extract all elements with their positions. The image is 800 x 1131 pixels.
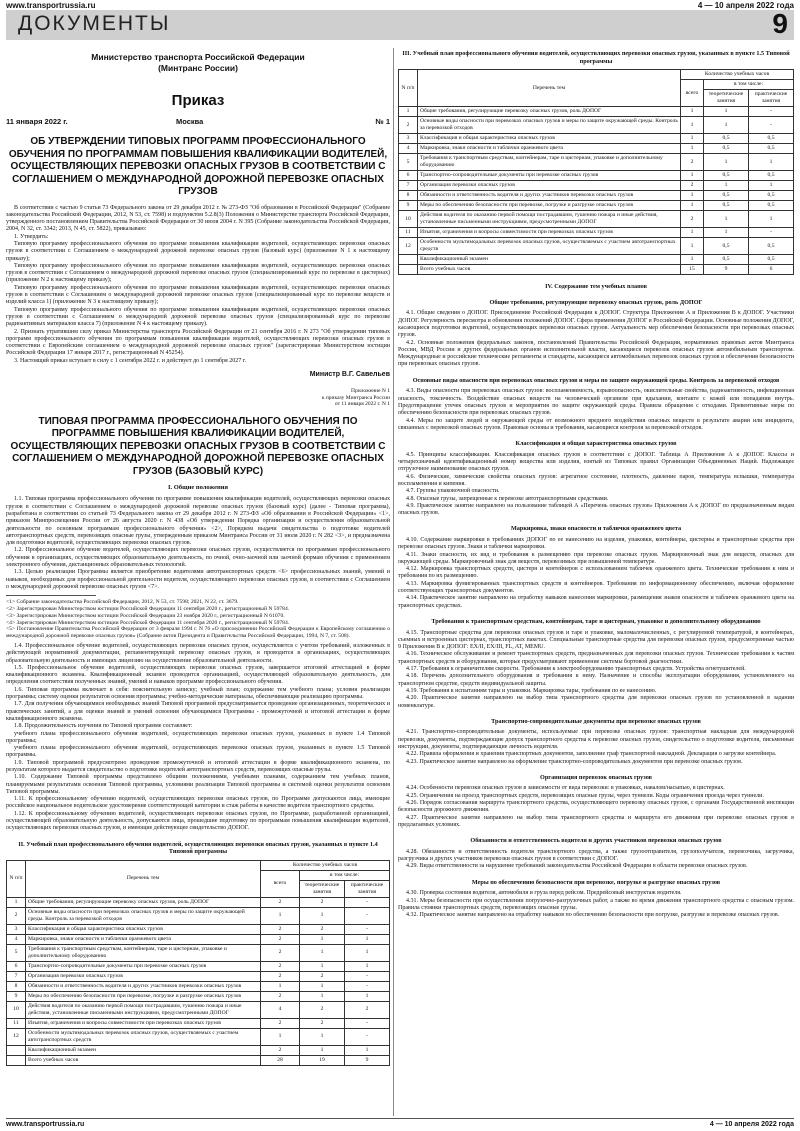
topic-paragraph: 4.2. Основные положения федеральных законов, постановлений Правительства Российской Федерации, нормативных правовых актов Минтранса России, МВД России и других федеральных органов исполнительной власти, касающиеся перевозок опасных грузов автомобильным транспортом. Международные и российские технические регламенты и стандарты, касающиеся автомобильных перевозок опасных грузов и обеспечения безопасности при перевозках опасных грузов. [398,339,794,368]
table-cell: 2 [261,971,300,981]
topic-paragraph: 4.9. Практическое занятие направлено на пользование таблицей А «Перечень опасных грузов» Приложения А к ДОПОГ по предназначенным видам опасных грузов. [398,502,794,517]
program-paragraph: 1.1. Типовая программа профессионального обучения по программе повышения квалификации водителей, осуществляющих перевозки опасных грузов в соответствии с Соглашением о международной дорожной перевозке опасных грузов (базовый курс) (далее - Типовая программа), разработана в соответствии со статьей 73 Федерального закона от 29 декабря 2012 г. N 273-ФЗ «Об образовании в Российской Федерации» <1>, приказом Минпросвещения России от 26 августа 2020 г. N 438 «Об утверждении Порядка организации и осуществления образовательной деятельности по основным программам профессионального обучения» <2>, Порядком выдачи свидетельства о подготовке водителей автотранспортных средств, перевозящих опасные грузы, утвержденным приказом Минтранса России от 31 июля 2020 г. N 282 <3>, и предназначена для подготовки водителей, осуществляющих перевозки опасных грузов. [6,496,390,547]
site-url[interactable]: www.transportrussia.ru [6,1,96,10]
table-cell: 2 [300,1018,345,1028]
table-cell: 10 [7,1001,26,1018]
table-cell: 1 [345,961,390,971]
table-cell: 0,5 [704,201,749,211]
topic-paragraph: 4.30. Проверка состояния водителя, автомобиля и груза перед рейсом. Предрейсовый инструктаж водителя. [406,890,682,897]
table-cell: Основные виды опасности при перевозках опасных грузов и меры по защите окружающей среды. Контроль за перевозкой отходов [418,117,681,134]
topic-paragraph: 4.29. Виды ответственности за нарушение требований законодательства Российской Федерации в области перевозки опасных грузов. [406,863,748,870]
table-cell: Организация перевозки опасных грузов [26,971,261,981]
order-body [6,205,390,366]
order-paragraph: 2. Признать утратившим силу приказ Министерства транспорта Российской Федерации от 21 сентября 2016 г. N 273 "Об утверждении типовых программ профессионального обучения по программам повышения квалификации водителей, осуществляющих перевозки опасных грузов в соответствии с Европейским соглашением о международной дорожной перевозке опасных грузов" (зарегистрирован Министерством юстиции Российской Федерации 17 января 2017 г., регистрационный N 45254). [6,328,390,357]
order-date: 11 января 2022 г. [6,117,68,126]
table-row [7,1018,390,1028]
table-cell: 2 [7,907,26,924]
table-cell: Маркировка, знаки опасности и таблички оранжевого цвета [418,144,681,154]
table-cell: Транспортно-сопроводительные документы при перевозке опасных грузов [26,961,261,971]
table-cell: 1 [300,981,345,991]
table-cell: 1 [300,991,345,1001]
table-cell: Меры по обеспечению безопасности при перевозке, погрузке и разгрузке опасных грузов [26,991,261,1001]
col-topic-header: Перечень тем [418,70,681,107]
table-cell: 6 [7,961,26,971]
topic-heading: Обязанности и ответственность водителя и других участников перевозки опасных грузов [470,837,722,845]
table-cell: - [345,971,390,981]
table-cell: 1 [704,228,749,238]
table-cell: 0,5 [704,255,749,265]
order-paragraph: 3. Настоящий приказ вступает в силу с 1 сентября 2022 г. и действует до 1 сентября 2027 г. [14,357,247,364]
left-column [6,48,390,1116]
footnote: <3> Зарегистрирован Министерством юстиции Российской Федерации 23 ноября 2020 г., регистрационный N 61070. [6,612,285,619]
table-row [399,117,794,134]
table-cell: 7 [399,181,418,191]
table-cell: - [345,897,390,907]
table-cell: 0,5 [704,238,749,255]
program-paragraph: 1.10. Содержание Типовой программы представлено общими положениями, учебными планами, содержанием тем учебных планов, планируемыми результатами освоения Типовой программы, условиями реализации Типовой программы и системой оценки результатов освоения Типовой программы. [6,774,390,795]
table-row [7,1028,390,1045]
program-paragraph: учебного плана профессионального обучения водителей, осуществляющих перевозки опасных грузов, указанных в пункте 1.4 Типовой программы; [6,730,390,744]
topic-paragraph: 4.32. Практическое занятие направлено на отработку навыков по обеспечению безопасности при погрузке, разгрузке и перевозке опасных грузов. [406,912,780,919]
table-cell: 2 [261,897,300,907]
order-city: Москва [176,117,204,126]
topic-paragraph: 4.18. Перечень дополнительного оборудования и требования к нему. Назначение и способы эксплуатации оборудования, установленного на транспортном средстве, средств индивидуальной защиты. [398,673,794,687]
table-cell: 0,5 [749,255,794,265]
footnote: <1> Собрание законодательства Российской Федерации, 2012, N 53, ст. 7598; 2021, N 22, ст. 3679. [6,599,239,606]
table-header-row [399,70,794,80]
table-cell: 8 [7,981,26,991]
minister-signature: Министр В.Г. Савельев [309,371,390,379]
table-cell: 11 [7,1018,26,1028]
table-cell: 2 [261,991,300,1001]
table-cell: - [345,907,390,924]
table-cell: Изъятия, ограничения и вопросы совместимости при перевозках опасных грузов [26,1018,261,1028]
table-cell: - [749,107,794,117]
topic-paragraph: 4.10. Содержание маркировки в требованиях ДОПОГ по ее нанесению на изделия, упаковки, контейнеры, цистерны и транспортные средства при перевозке опасных грузов. Знаки и таблички маркировки. [398,536,794,551]
table-cell: Организация перевозки опасных грузов [418,181,681,191]
table-cell: - [749,228,794,238]
table-cell: - [345,1028,390,1045]
topic-heading: Маркировка, знаки опасности и таблички оранжевого цвета [510,525,682,533]
program-paragraph: учебного плана профессионального обучения водителей, осуществляющих перевозки опасных грузов, указанных в пункте 1.5 Типовой программы. [6,745,390,759]
table-row [399,191,794,201]
table-cell: 2 [261,961,300,971]
table-cell: 6 [399,171,418,181]
topic-heading: Организация перевозок опасных грузов [540,773,652,781]
table-row [399,265,794,275]
table-cell: 1 [681,144,704,154]
table-row [399,181,794,191]
table-cell: 9 [7,991,26,1001]
table-cell: 2 [681,181,704,191]
table-cell: 1 [704,181,749,191]
table-cell: 9 [704,265,749,275]
table-row [7,934,390,944]
table-row [7,1055,390,1065]
table-cell: Всего учебных часов [418,265,681,275]
table-row [7,991,390,1001]
table-cell: - [345,924,390,934]
table-row [7,961,390,971]
table-cell: 1 [681,228,704,238]
col-inthat-header: в том числе: [300,870,390,880]
table-cell: 12 [399,238,418,255]
table-cell: 1 [681,171,704,181]
col-practice-header: практические занятия [345,880,390,897]
order-title: ОБ УТВЕРЖДЕНИИ ТИПОВЫХ ПРОГРАММ ПРОФЕССИОНАЛЬНОГО ОБУЧЕНИЯ ПО ПРОГРАММАМ ПОВЫШЕНИЯ КВАЛИФИКАЦИИ ВОДИТЕЛЕЙ, ОСУЩЕСТВЛЯЮЩИХ ПЕРЕВОЗКИ ОПАСНЫХ ГРУЗОВ В СООТВЕТСТВИИ С СОГЛАШЕНИЕМ О МЕЖДУНАРОДНОЙ ДОРОЖНОЙ ПЕРЕВОЗКЕ ОПАСНЫХ ГРУЗОВ [8,136,388,197]
table-row [399,228,794,238]
table-cell: Всего учебных часов [26,1055,261,1065]
col-theory-header: теоретические занятия [300,880,345,897]
topic-heading: Классификация и общая характеристика опасных грузов [515,440,677,448]
topic-paragraph: 4.23. Практическое занятие направлено на оформление транспортно-сопроводительных документов при перевозке опасных грузов. [406,758,743,765]
appendix-line: от 11 января 2022 г. N 1 [334,401,390,408]
table-cell: 12 [7,1028,26,1045]
appendix-line: Приложение N 1 [351,388,390,395]
table-cell [399,265,418,275]
curriculum-table-basic [6,860,390,1066]
program-paragraph: 1.8. Продолжительность изучения по Типовой программе составляет: [14,723,193,730]
table-cell: 1 [399,107,418,117]
table-cell: 2 [300,971,345,981]
table-cell: Особенности мультимодальных перевозок опасных грузов, осуществляемых с участием автотранспортных средств [418,238,681,255]
table-header-row [7,860,390,870]
ministry-line: (Минтранс России) [158,63,238,73]
table-cell: 0,5 [749,134,794,144]
table-cell: 2 [681,154,704,171]
topic-paragraph: 4.31. Меры безопасности при осуществлении погрузочно-разгрузочных работ, а также во время движения транспортного средства с опасным грузом. Правила стоянки транспортных средств, перевозящих опасные грузы. [398,897,794,911]
program-title: ТИПОВАЯ ПРОГРАММА ПРОФЕССИОНАЛЬНОГО ОБУЧЕНИЯ ПО ПРОГРАММЕ ПОВЫШЕНИЯ КВАЛИФИКАЦИИ ВОДИТЕЛЕЙ, ОСУЩЕСТВЛЯЮЩИХ ПЕРЕВОЗКИ ОПАСНЫХ ГРУЗОВ В СООТВЕТСТВИИ С СОГЛАШЕНИЕМ О МЕЖДУНАРОДНОЙ ДОРОЖНОЙ ПЕРЕВОЗКЕ ОПАСНЫХ ГРУЗОВ (БАЗОВЫЙ КУРС) [10,415,386,477]
col-theory-header: теоретические занятия [704,90,749,107]
topic-paragraph: 4.25. Ограничения на проезд транспортных средств, перевозящих опасные грузы, через туннели. Коды ограничения проезда через туннели. [406,792,764,799]
table-cell: 3 [7,924,26,934]
table-cell: 0,5 [704,134,749,144]
footer-site[interactable]: www.transportrussia.ru [6,1121,85,1128]
table-cell: Изъятия, ограничения и вопросы совместимости при перевозках опасных грузов [418,228,681,238]
topic-paragraph: 4.19. Требования к испытаниям тары и упаковки. Маркировка тары, требования по ее нанесению. [406,687,657,694]
page-number: 9 [772,8,788,39]
column-divider [393,48,394,1116]
table-cell: 1 [681,107,704,117]
topic-paragraph: 4.28. Обязанности и ответственность водителя транспортного средства, а также грузоотправителя, грузополучателя, перевозчика, загрузчика, разгрузчика и других участников перевозки опасных грузов в соответствии с ДОПОГ. [398,848,794,863]
footnote: <4> Зарегистрирован Министерством юстиции Российской Федерации 11 сентября 2020 г., регистрационный N 59784. [6,619,290,626]
topic-heading: Общие требования, регулирующие перевозку опасных грузов, роль ДОПОГ [489,298,703,306]
table-cell: 1 [749,181,794,191]
topic-paragraph: 4.1. Общие сведения о ДОПОГ. Присоединение Российской Федерации к ДОПОГ. Структура Приложения А и Приложения В к ДОПОГ. Участники ДОПОГ. Регулярность пересмотра и обновления положений ДОПОГ. Сфера применения ДОПОГ в Российской Федерации. Основные положения ДОПОГ, касающиеся подготовки водителей, осуществляющих перевозки опасных грузов. Актуальность мер обеспечения безопасности при перевозках опасных грузов. [398,310,794,339]
table-row [7,944,390,961]
table-cell: 1 [300,1028,345,1045]
table-cell: Основные виды опасности при перевозках опасных грузов и меры по защите окружающей среды. Контроль за перевозкой отходов [26,907,261,924]
curriculum-table-short [398,69,794,275]
table-cell: 2 [261,934,300,944]
table-cell: Классификация и общая характеристика опасных грузов [418,134,681,144]
table-cell: 1 [7,897,26,907]
table-cell: 1 [704,211,749,228]
program-paragraph: 1.4. Профессиональное обучение водителей, осуществляющих перевозки опасных грузов, осуществляется с учетом требований, изложенных в действующей нормативной документации, регламентирующей перевозку опасных грузов, и проводится в организациях, осуществляющих образовательную деятельность и имеющих лицензию на осуществление образовательной деятельности. [6,642,390,664]
table-cell: Обязанности и ответственность водителя и других участников перевозки опасных грузов [26,981,261,991]
table-cell: 1 [300,944,345,961]
table-cell: 1 [704,117,749,134]
table-cell [7,1055,26,1065]
table-cell: 2 [300,1001,345,1018]
table-cell: 4 [7,934,26,944]
table-cell: 8 [399,191,418,201]
table-cell: 5 [7,944,26,961]
table-cell: 1 [345,944,390,961]
program-paragraph: 1.2. Профессиональное обучение водителей, осуществляющих перевозки опасных грузов, осуществляется по программам профессионального обучения в организациях, осуществляющих образовательную деятельность, по очной, очно-заочной или заочной формам обучения с применением электронного обучения, дистанционных образовательных технологий. [6,547,390,568]
table-cell: 2 [261,944,300,961]
topic-contents [398,299,794,920]
table-cell: Классификация и общая характеристика опасных грузов [26,924,261,934]
col-hours-header: Количество учебных часов [681,70,794,80]
program-paragraph: 1.3. Целью реализации Программы является приобретение водителями автотранспортных средств <6> профессиональных знаний, умений и навыков, необходимых для профессиональной деятельности водителя, осуществляющего перевозки опасных грузов, в соответствии с Соглашением о международной дорожной перевозке опасных грузов <7>. [6,569,390,590]
table-cell: 0,5 [749,191,794,201]
table-cell: Требования к транспортным средствам, контейнерам, таре и цистернам, упаковке и дополнительному оборудованию [26,944,261,961]
topic-paragraph: 4.13. Маркировка фумигированных транспортных средств и контейнеров. Требования по информационному обеспечению, включая оформление соответствующих транспортных документов. [398,580,794,595]
topic-paragraph: 4.22. Правила оформления и хранения транспортных документов, заполнение граф транспортной накладной. Декларация о загрузке контейнера. [406,751,777,758]
table-cell: Квалификационный экзамен [26,1045,261,1055]
table-cell: Действия водителя по оказанию первой помощи пострадавшим, тушению пожара и иные действия, установленные письменными инструкциями, предусмотренными ДОПОГ [418,211,681,228]
col-inthat-header: в том числе: [704,80,794,90]
topic-paragraph: 4.8. Опасные грузы, запрещенные к перевозке автотранспортными средствами. [406,495,609,502]
program-paragraph: 1.7. Для получения обучающимися необходимых знаний Типовой программой предусматривается проведение организационных, теоретических и практических занятий, а для оценки знаний и умений освоения обучающимися Программы - промежуточной и итоговой аттестации в форме квалификационного экзамена. [6,701,390,722]
table-cell: 2 [261,924,300,934]
topic-paragraph: 4.4. Меры по защите людей и окружающей среды от возможного вредного воздействия опасных веществ в результате аварии или инцидента, связанных с перевозкой опасных грузов. Правовые основы и требования, касающиеся контроля за перевозкой отходов. [398,417,794,431]
section1-continued [6,643,390,833]
table-cell: Квалификационный экзамен [418,255,681,265]
table-row [399,134,794,144]
footnote-divider [6,595,96,596]
table-row [399,144,794,154]
table-row [7,1001,390,1018]
table-cell: 1 [749,211,794,228]
order-paragraph: Типовую программу профессионального обучения по программе повышения квалификации водителей, осуществляющих перевозки опасных грузов в соответствии с Соглашением о международной дорожной перевозке опасных грузов (специализированный курс по перевозке радиоактивных материалов класса 7) (приложение N 4 к настоящему приказу). [6,306,390,328]
topic-paragraph: 4.12. Маркировка транспортных средств, цистерн и контейнеров с использованием табличек оранжевого цвета. Технические требования к ним и требования по их размещению. [398,566,794,580]
program-paragraph: 1.11. К профессиональному обучению водителей, осуществляющих перевозки опасных грузов, по Программе допускаются лица, имеющие российское национальное водительское удостоверение соответствующей категории и стаж работы в качестве водителя транспортного средства. [6,796,390,810]
table-row [7,981,390,991]
table-cell: 1 [345,991,390,1001]
table-cell: Меры по обеспечению безопасности при перевозке, погрузке и разгрузке опасных грузов [418,201,681,211]
table-cell: 19 [300,1055,345,1065]
section1-body [6,496,390,591]
table-cell: Общие требования, регулирующие перевозку опасных грузов, роль ДОПОГ [26,897,261,907]
table-cell: 9 [399,201,418,211]
order-number: № 1 [375,117,390,126]
table-cell: 1 [704,107,749,117]
table-cell: - [345,1018,390,1028]
order-paragraph: 1. Утвердить: [14,233,49,240]
table-row [7,907,390,924]
table-cell: Маркировка, знаки опасности и таблички оранжевого цвета [26,934,261,944]
table-cell: 2 [261,1018,300,1028]
table3-title: III. Учебный план профессионального обучения водителей, осуществляющих перевозки опасных грузов, указанных в пункте 1.5 Типовой программы [402,50,790,65]
table-cell: 1 [300,934,345,944]
footnote: <2> Зарегистрирован Министерством юстиции Российской Федерации 11 сентября 2020 г., регистрационный N 59784. [6,605,290,612]
topic-paragraph: 4.7. Группы упаковочной опасности. [406,488,500,495]
table-cell: 2 [399,117,418,134]
topic-paragraph: 4.26. Порядок согласования маршрута транспортного средства, осуществляющего перевозку опасных грузов, с органами Государственной инспекции безопасности дорожного движения. [398,800,794,814]
table-cell: 1 [300,907,345,924]
table-cell: 0,5 [749,238,794,255]
table-cell: 9 [345,1055,390,1065]
footnotes [6,599,390,640]
table-cell: 2 [345,1001,390,1018]
col-num-header: N п/п [399,70,418,107]
section-title: ДОКУМЕНТЫ [18,12,171,35]
table-cell: 7 [7,971,26,981]
footer-rule [6,1118,794,1119]
table-row [399,107,794,117]
topic-paragraph: 4.20. Практическое занятие направлено на выбор типа транспортного средства для перевозки опасных грузов по установленной в задании номенклатуре. [398,695,794,709]
table-cell: 1 [681,117,704,134]
program-paragraph: 1.5. Профессиональное обучение водителей, осуществляющих перевозки опасных грузов, завершается итоговой аттестацией в форме квалификационного экзамена. Квалификационный экзамен проводится организацией, осуществляющей образовательную деятельность, для определения соответствия полученных знаний, умений и навыков программе профессионального обучения. [6,664,390,686]
table-row [7,971,390,981]
table-row [399,211,794,228]
table-cell: Транспортно-сопроводительные документы при перевозке опасных грузов [418,171,681,181]
table-row [399,255,794,265]
topic-paragraph: 4.15. Транспортные средства для перевозки опасных грузов и таре и упаковке, маломалочисленных, с регулируемой температурой, в контейнерах, съемных и встроенных цистернах, транспортных пакетах. Специальные транспортные средства для перевозки опасных грузов, предусмотренные частью 9 Приложения В к ДОПОГ: EX/II, EX/III, FL, AT, MEMU. [398,629,794,651]
table-cell: 15 [681,265,704,275]
program-paragraph: 1.9. Типовой программой предусмотрено проведение промежуточной и итоговой аттестации в форме квалификационного экзамена, по результатам которого выдается свидетельство о подготовке водителей автотранспортных средств, перевозящих опасные грузы. [6,759,390,773]
table-cell: 1 [261,981,300,991]
table-cell: 2 [300,897,345,907]
topic-paragraph: 4.14. Практическое занятие направлено на отработку навыков нанесения маркировки, размещения знаков опасности и табличек оранжевого цвета на транспортных средствах. [398,595,794,609]
table-cell: 1 [261,907,300,924]
topic-paragraph: 4.21. Транспортно-сопроводительные документы, используемые при перевозке опасных грузов: транспортная накладная для международной перевозки, документы, подтверждающие допуск транспортного средства к перевозке опасных грузов, свидетельство о подготовке водителя, письменные инструкции, документы, подтверждающие личность водителя. [398,729,794,750]
order-word: Приказ [171,92,225,109]
table-cell: 1 [345,1045,390,1055]
table-cell: 1 [261,1028,300,1045]
table2-title: II. Учебный план профессионального обучения водителей, осуществляющих перевозки опасных грузов, указанных в пункте 1.4 Типовой программы [18,840,378,856]
topic-paragraph: 4.27. Практическое занятие направлено на выбор типа транспортного средства и маршрута его движения при перевозке опасных грузов в предлагаемых условиях. [398,814,794,828]
table-cell [7,1045,26,1055]
table-cell: 1 [704,154,749,171]
table-cell: 0,5 [749,144,794,154]
table-cell: 2 [300,924,345,934]
table-cell: 0,5 [704,171,749,181]
table-cell: 11 [399,228,418,238]
section1-title: I. Общие положения [168,484,228,492]
table-cell: Общие требования, регулирующие перевозку опасных грузов, роль ДОПОГ [418,107,681,117]
order-paragraph: В соответствии с частью 9 статьи 73 Федерального закона от 29 декабря 2012 г. № 273-ФЗ "Об образовании в Российской Федерации" (Собрание законодательства Российской Федерации, 2012, N 53, ст. 7598) и подпунктом 5.2.8(3) Положения о Министерстве транспорта Российской Федерации, утвержденного постановлением Правительства Российской Федерации от 30 июля 2004 г. N 395 (Собрание законодательства Российской Федерации, 2004, N 32, ст. 3342; 2013, N 45, ст. 5822), приказываю: [6,204,390,233]
table-cell: 1 [681,134,704,144]
table-cell: 1 [300,961,345,971]
col-practice-header: практические занятия [749,90,794,107]
table-row [399,171,794,181]
ministry-name [6,52,390,74]
col-topic-header: Перечень тем [26,860,261,897]
table-row [399,238,794,255]
table-cell: 0,5 [704,144,749,154]
table-cell: 10 [399,211,418,228]
section4-title: IV. Содержание тем учебных планов [545,283,647,291]
right-column [398,48,794,1116]
table-row [399,201,794,211]
table-cell: Требования к транспортным средствам, контейнерам, таре и цистернам, упаковке и дополнительному оборудованию [418,154,681,171]
table-cell: 6 [749,265,794,275]
program-paragraph: 1.6. Типовая программа включает в себя: пояснительную записку; учебный план; содержание тем учебного плана; условия реализации программы; систему оценки результатов освоения программы; учебно-методические материалы, обеспечивающие реализацию программы. [6,686,390,701]
topic-paragraph: 4.3. Виды опасности при перевозках опасных грузов: воспламеняемость, взрывоопасность, окислительные свойства, радиоактивность, инфекционная опасность, токсичность. Воздействие опасных веществ на человеческий организм при вдыхании, контакте с кожей или попадании внутрь. Предотвращение утечек опасных грузов и мероприятия по защите окружающей среды. Правила обращения с отходами. Превентивные меры по обеспечению безопасности при перевозках опасных грузов. [398,388,794,417]
table-cell: 0,5 [749,201,794,211]
table-cell: 1 [300,1045,345,1055]
col-hours-header: Количество учебных часов [261,860,390,870]
table-cell: Обязанности и ответственность водителя и других участников перевозки опасных грузов [418,191,681,201]
table-cell: 1 [681,201,704,211]
col-total-header: всего [261,870,300,897]
footnote: <5> Постановление Правительства Российской Федерации от 3 февраля 1994 г. N 76 «О присоединении Российской Федерации к Европейскому соглашению о международной дорожной перевозке опасных грузов» (Собрание актов Президента и Правительства Российской Федерации, 1994, N 7, ст. 508). [6,626,390,640]
table-row [7,924,390,934]
table-row [399,154,794,171]
appendix-line: к приказу Минтранса России [321,394,390,401]
order-paragraph: Типовую программу профессионального обучения по программе повышения квалификации водителей, осуществляющих перевозки опасных грузов в соответствии с Соглашением о международной дорожной перевозке опасных грузов (специализированный курс по перевозке в цистернах) (приложение N 2 к настоящему приказу); [6,262,390,284]
footer-dates: 4 — 10 апреля 2022 года [709,1121,794,1128]
topic-heading: Транспортно-сопроводительные документы при перевозке опасных грузов [491,717,701,725]
table-row [7,897,390,907]
order-meta [6,117,390,128]
appendix-reference [6,388,390,408]
ministry-line: Министерство транспорта Российской Федерации [91,52,305,62]
order-paragraph: Типовую программу профессионального обучения по программе повышения квалификации водителей, осуществляющих перевозки опасных грузов в соответствии с Соглашением о международной дорожной перевозке опасных грузов (базовый курс) (приложение N 1 к настоящему приказу); [6,240,390,262]
topic-heading: Основные виды опасности при перевозках опасных грузов и меры по защите окружающей среды. Контроль за перевозкой отходов [412,376,780,384]
table-cell: 1 [681,191,704,201]
topic-paragraph: 4.17. Требования к ограничителям скорости. Требования к электрооборудованию транспортных средств. Устройства огнетушителей. [406,666,746,673]
topic-paragraph: 4.5. Принципы классификации. Классификация опасных грузов в соответствии с ДОПОГ. Таблица А Приложения А к ДОПОГ. Классы и четырехзначный идентификационный номер вещества или изделия, взятый из Типовых правил Организации Объединенных Наций. Надлежащее отгрузочное наименование опасных грузов. [398,451,794,473]
col-num-header: N п/п [7,860,26,897]
table-cell: 0,5 [704,191,749,201]
table-cell: 28 [261,1055,300,1065]
topic-paragraph: 4.16. Техническое обслуживание и ремонт транспортных средств, предназначенных для перевозки опасных грузов. Технические требования к частям транспортных средств и оборудования, которые предусматривают применение системы бортовой диагностики. [398,651,794,665]
table-cell: 4 [399,144,418,154]
table-cell: 1 [681,255,704,265]
topic-paragraph: 4.11. Знаки опасности, их вид и требования к размещению при перевозке опасных грузов. Маркировочный знак для веществ, опасных для окружающей среды. Маркировочный знак для веществ, перевозимых при повышенной температуре. [398,551,794,565]
topic-paragraph: 4.6. Физические, химические свойства опасных грузов: агрегатное состояние, плотность, давление паров, температура вспышки, температура воспламенения и кипения. [398,473,794,487]
table-cell: - [345,981,390,991]
table-cell: 2 [261,1045,300,1055]
table-cell: 0,5 [749,171,794,181]
table-cell: Особенности мультимодальных перевозок опасных грузов, осуществляемых с участием автотранспортных средств [26,1028,261,1045]
topic-heading: Меры по обеспечению безопасности при перевозке, погрузке и разгрузке опасных грузов [471,878,721,886]
table-cell [399,255,418,265]
table-cell: 3 [399,134,418,144]
topic-heading: Требования к транспортным средствам, контейнерам, таре и цистернам, упаковке и дополнительному оборудованию [431,617,761,625]
table-cell: 1 [681,238,704,255]
table-cell: 1 [749,154,794,171]
table-cell: Действия водителя по оказанию первой помощи пострадавшим, тушению пожара и иные действия, установленные письменными инструкциями, предусмотренными ДОПОГ [26,1001,261,1018]
table-row [7,1045,390,1055]
table-cell: 5 [399,154,418,171]
table-cell: 4 [261,1001,300,1018]
order-paragraph: Типовую программу профессионального обучения по программе повышения квалификации водителей, осуществляющих перевозки опасных грузов в соответствии с Соглашением о международной дорожной перевозке опасных грузов (специализированный курс по перевозке веществ и изделий класса 1) (приложение N 3 к настоящему приказу); [6,284,390,306]
program-paragraph: 1.12. К профессиональному обучению водителей, осуществляющих перевозки опасных грузов, по Программе, разработанной организацией, осуществляющей образовательную деятельность, допускаются лица, прошедшие подготовку по программам повышения квалификации водителей, осуществляющих перевозки опасных грузов, и имеющие действующее свидетельство ДОПОГ. [6,810,390,832]
topic-paragraph: 4.24. Особенности перевозки опасных грузов в зависимости от вида перевозки: в упаковках, навалом/насыпью, в цистернах. [406,785,725,792]
table-cell: 2 [681,211,704,228]
issue-dates: 4 — 10 апреля 2022 года [697,1,794,10]
table-cell: - [749,117,794,134]
page-header [6,0,794,40]
table-cell: 1 [345,934,390,944]
col-total-header: всего [681,80,704,107]
